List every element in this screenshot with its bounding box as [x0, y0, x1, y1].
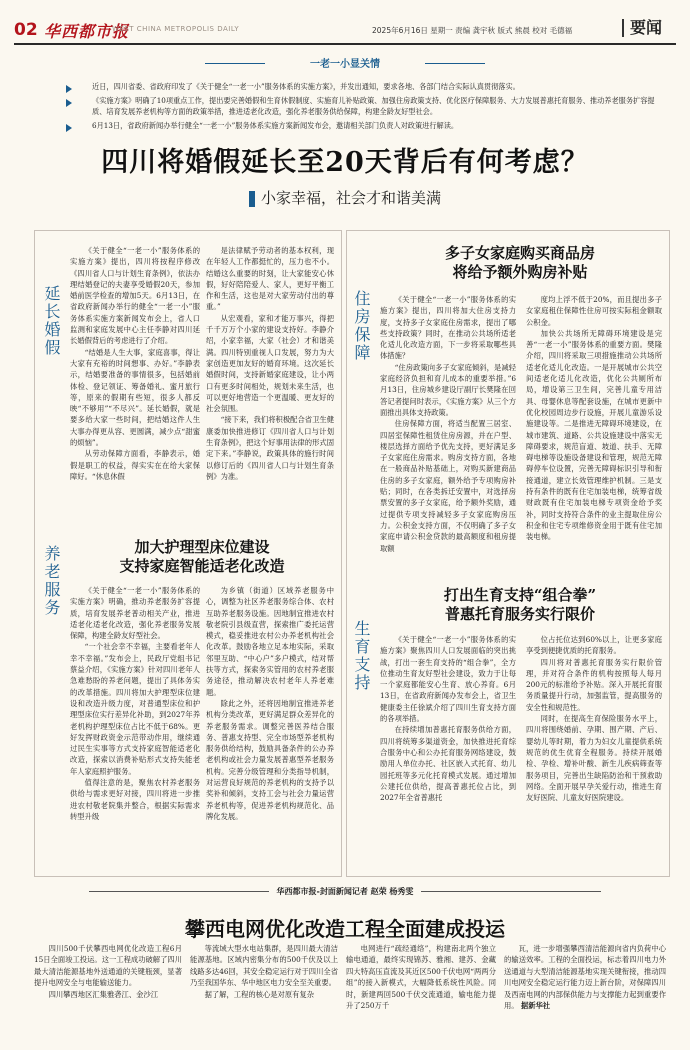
article-marriage-col2 [206, 245, 334, 500]
title-elderly-care [70, 538, 334, 576]
tag-housing: 住房保障 [352, 290, 371, 362]
para: “一个社会幸不幸福，主要看老年人幸不幸福。”发布会上，民政厅党组书记蔡益介绍，《实施方案》针对四川老年人急难愁盼的养老问题，提出了具体务实的改革措施。四川将加大护理型床位建设和改造升级力度，对普通型床位和护理型床位实行差异化补助，到2027年养老机构护理型床位占比不低于68%。更好发挥财政资金示范带动作用，继续通过民生实事等方式支持家庭智能适老化改造，探索以消费补贴形式支持失能老年人家庭照护服务。 [70, 642, 200, 776]
para: 为乡镇（街道）区域养老服务中心，调整为社区养老服务综合体、农村互助养老服务设施。因地制宜推进农村敬老院引县级直营，探索推广委托运营模式，稳妥推进农村公办养老机构社会化改革。鼓励各地立足本地实际，采取邻里互助、“中心户”多户模式，结对帮扶等方式，探索务实管用的农村养老服务途径，推动解决农村老年人养老难题。 [206, 586, 334, 697]
bullet-icon [66, 99, 72, 107]
para: 《关于健全“一老一小”服务体系的实施方案》提出，四川将按程序修改《四川省人口与计划生育条例》，依法办理结婚登记的夫妻享受婚假20天，参加婚前医学检查的增加5天。6月13日，在省政府新闻办举行的健全“一老一小”服务体系实施方案新闻发布会上，省人口监测和家庭发展中心主任李静对四川延长婚假背后的考虑进行了介绍。 [70, 246, 200, 346]
para: 值得注意的是，聚焦农村养老服务供给与需求更好对接，四川将进一步推进农村敬老院集并整合，根据实际需求转型升级 [70, 778, 200, 821]
para: 从劳动保障方面看，李静表示，婚假是职工的权益，得实实在在给大家保障好。“休息休假 [70, 449, 200, 481]
page-number: 02 [14, 20, 38, 40]
article-housing-col1 [380, 294, 516, 559]
newspaper-brand: 华西都市报 [44, 22, 130, 41]
brief-item-2: 《实施方案》明确了10项重点工作，提出要完善婚假和生育休假制度、实施育儿补贴政策、加强住房政策支持、优化医疗保障服务、大力发展普惠托育服务、推动养老服务扩容提质、培育发展养老机构等方面的政策举措，推进适老化改造，强化养老服务供给保障，构建全龄友好型社会。 [92, 96, 655, 116]
bottom-col4 [504, 943, 666, 1047]
header-rule [14, 43, 676, 45]
para: 在持续增加普惠托育服务供给方面，四川将统筹多渠道资金，加快推进托育综合服务中心和公办托育服务网络建设，鼓励用人单位办托、社区嵌入式托育、幼儿园托班等多元化托育模式发展。通过增加公建托位供给，提高普惠托位占比，到2027年全省普惠托 [380, 725, 516, 803]
brief-item-3: 6月13日，省政府新闻办举行健全“一老一小”服务体系实施方案新闻发布会，邀请相关部门负责人对政策进行解读。 [92, 121, 459, 130]
strip-title: 一老一小显关情 [245, 55, 445, 71]
title-birth-support [378, 586, 662, 624]
section-name: 要闻 [622, 19, 662, 37]
title-line: 打出生育支持“组合拳” [443, 586, 597, 604]
dateline: 2025年6月16日 星期一 责编 龚宇秋 版式 熊晨 校对 毛德福 [372, 26, 573, 35]
byline-text: 华西都市报-封面新闻记者 赵荣 杨秀雯 [276, 887, 414, 896]
para: “住房政策向多子女家庭倾斜，是减轻家庭经济负担和育儿成本的重要举措。”6月13日，住房城乡建设厅副厅长樊隆在回答记者提问时表示，《实施方案》从三个方面推出具体支持政策。 [380, 362, 516, 417]
para: 位占托位达到60%以上，让更多家庭享受到便捷优质的托育服务。 [526, 635, 662, 656]
tag-marriage-leave: 延长婚假 [42, 285, 61, 357]
bottom-col1 [34, 943, 182, 1047]
source-sign: 据新华社 [520, 1001, 551, 1011]
para: 《关于健全“一老一小”服务体系的实施方案》聚焦四川人口发展面临的突出挑战，打出一套生育支持的“组合拳”，全方位推动生育友好型社会建设，致力于让每一个家庭都能安心生育、放心养育。6月13日，在省政府新闻办发布会上，省卫生健康委主任徐斌介绍了四川生育支持方面的各项举措。 [380, 635, 516, 724]
tag-elderly-care: 养老服务 [42, 545, 61, 617]
sub-headline [0, 187, 690, 208]
article-housing-col2 [526, 294, 662, 559]
para: 电网进行“疏经通络”，构建南北两个独立输电通道，最终实现锦苏、雅湘、建苏、金藏四大特高压直流及其近区500千伏电网“两两分组”的接入新模式，大幅降低系统性风险。同时，新建两回500千伏交流通道，输电能力提升了250万千 [346, 944, 496, 1011]
para: 度均上浮不低于20%，而且提出多子女家庭租住保障性住房可按实际租金额取公积金。 [526, 295, 662, 327]
bullet-icon [66, 124, 72, 132]
para: 《关于健全“一老一小”服务体系的实施方案》明确，推动养老服务扩容提质，培育发展养老普动相关产业，推进适老化适老化改造，强化养老服务发展保障，构建全龄友好型社会。 [70, 586, 200, 641]
para: 从宏观看，家和才能万事兴，得把千千万万个小家的建设支持好。李静介绍，小家幸福，大家（社会）才和谐美满。四川特别重视人口发展，努力为大家创造更加友好的婚育环境。这次延长婚假时间，支持新婚家庭建设，让小两口有更多时间相处，规划未来生活，也可以更好地营造一个更温暖、更友好的社会氛围。 [206, 313, 334, 414]
para: 《关于健全“一老一小”服务体系的实施方案》提出，四川将加大住房支持力度，支持多子女家庭住房需求，提出了哪些支持政策？同时，在推动公共场所适老化适儿化改造方面，下一步将采取哪些具体措施？ [380, 295, 516, 361]
para: 四川攀西地区汇集雅砻江、金沙江 [48, 989, 159, 999]
para [504, 943, 666, 1011]
para: 除此之外，还将因地制宜推进养老机构分类改革，更好满足群众差异化的养老服务需求。调整完善医养结合服务、普惠支持型、完全市场型养老机构服务供给结构，鼓励具备条件的公办养老机构或社会力量发展普惠型养老服务机构。完善分级管理和分类指导机制，对运营良好规范的养老机构的支持予以奖补和倾斜，支持工会与社会力量运营养老机构等，促进养老机构规范化、品牌化发展。 [206, 698, 334, 821]
newspaper-brand-en: WEST CHINA METROPOLIS DAILY [112, 25, 240, 33]
para: 住房保障方面，将适当配置三居室、四居室保障性租赁住房房源，并在户型、楼层选择方面给予优先支持，更好满足多子女家庭住房需求。购房支持方面，各地在一般商品补贴基础上，对购买新建商品住房的多子女家庭，额外给予专项购房补贴；同时，在各类拆迁安置中，对选择房票安置的多子女家庭，给予额外奖励，通过提供专项支持减轻多子女家庭购房压力。公积金支持方面，不仅明确了多子女家庭申请公积金贷款的最高额度和租房提取额 [380, 419, 516, 553]
bottom-col2 [190, 943, 338, 1047]
article-elderly-col1 [70, 585, 200, 867]
para-text: 瓦，进一步增强攀西清洁能源向省内负荷中心的输送效率。工程的全面投运，标志着四川电力外送通道与大型清洁能源基地实现关键衔接，推动四川电网安全稳定运行能力迈上新台阶，对保障四川及西南电网的内部保供能力与支撑能力起到重要作用。 [504, 944, 666, 1011]
article-elderly-col2 [206, 585, 334, 867]
tag-birth-support: 生育支持 [352, 620, 371, 692]
bullet-icon [66, 85, 72, 93]
title-line: 加大护理型床位建设 [134, 538, 270, 556]
main-headline: 四川将婚假延长至20天背后有何考虑？ [101, 147, 589, 178]
article-birth-col2 [526, 634, 662, 867]
title-line: 支持家庭智能适老化改造 [119, 557, 285, 575]
title-line: 普惠托育服务实行限价 [444, 605, 595, 623]
sub-headline-text: 小家幸福，社会才和谐美满 [260, 189, 441, 207]
article-birth-col1 [380, 634, 516, 867]
title-line: 将给予额外购房补贴 [452, 263, 588, 281]
para: 四川将对普惠托育服务实行限价管理，并对符合条件的机构按照每人每月200元的标准给予补贴。深入开展托育服务质量提升行动，加强监管，提高服务的安全性和规范性。 [526, 657, 662, 712]
para: 加快公共场所无障碍环境建设是完善“一老一小”服务体系的重要方面。樊隆介绍，四川将采取三项措施推动公共场所适老化适儿化改造。一是开展城市公共空间适老化适儿化改造，优化公共厕所布局，增设第三卫生间，完善儿童专用洁具、母婴休息等配套设施，在城市更新中优化校园周边步行设施，开展儿童游乐设施建设等。二是推进无障碍环境建设，在城市建筑、道路、公共设施建设中落实无障碍要求，规范盲道、坡道、扶手、无障碍电梯等设施设备建设和管理，规范无障碍停车位设置，完善无障碍标识引导和衔接通道，建立长效管理维护机制。三是支持有条件的既有住宅加装电梯，统筹省级财政既有住宅加装电梯专项资金给予奖补，同时支持符合条件的业主提取住房公积金和住宅专项维修资金用于既有住宅加装电梯。 [526, 328, 662, 542]
byline [0, 886, 690, 897]
bottom-headline: 攀西电网优化改造工程全面建成投运 [185, 917, 505, 941]
article-marriage-col1 [70, 245, 200, 500]
title-housing [378, 244, 662, 282]
para: “结婚是人生大事，家庭喜事，得让大家有充裕的时间想事、办好。”李静表示，结婚要准备的事情很多，包括婚前体检、登记领证、筹备婚礼、蜜月旅行等，原来的假期有些短，很多人都反映“不够用”“不尽兴”。延长婚假，就是要多给大家一些时间，把结婚这件人生大事办得更从容、更圆满，减少点“甜蜜的烦恼”。 [70, 347, 200, 448]
para: 等流域大型水电站集群，是四川最大清洁能源基地。区域内密集分布的500千伏及以上线路多达46回，其安全稳定运行对于四川全省乃至我国华东、华中地区电力安全至关重要。 [190, 944, 338, 988]
bottom-col3 [346, 943, 496, 1047]
para: 据了解，工程的核心是对原有复杂 [204, 989, 315, 999]
para: 四川500千伏攀西电网优化改造工程6月15日全面竣工投运。这一工程成功破解了四川最大清洁能源基地外送通道的关键瓶颈，显著提升电网安全与电能输送能力。 [34, 944, 182, 988]
para: 同时，在提高生育保险服务水平上，四川将围绕婚前、孕期、围产期、产后、婴幼儿等时期，着力为妇女儿童提供系统规范的优生优育全程服务。持续开展婚检、孕检、增补叶酸、新生儿疾病筛查等服务项目，完善出生缺陷防治和干预救助网络。全面开展早孕关爱行动，推进生育友好医院、儿童友好医院建设。 [526, 714, 662, 803]
brief-item-1: 近日，四川省委、省政府印发了《关于健全“一老一小”服务体系的实施方案》，并发出通知，要求各地、各部门结合实际认真贯彻落实。 [92, 82, 520, 91]
para: “接下来，我们将积极配合省卫生健康委加快推进修订《四川省人口与计划生育条例》，把这个好事用法律的形式固定下来。”李静说，政策具体的施行时间以修订后的《四川省人口与计划生育条例》为准。 [206, 415, 334, 481]
title-line: 多子女家庭购买商品房 [444, 244, 595, 262]
para: 是法律赋予劳动者的基本权利，现在年轻人工作都挺忙的，压力也不小。结婚这么重要的时刻，让大家能安心休假，好好陪陪爱人、家人，更好平衡工作和生活，这也是对大家劳动付出的尊重。” [206, 246, 334, 312]
